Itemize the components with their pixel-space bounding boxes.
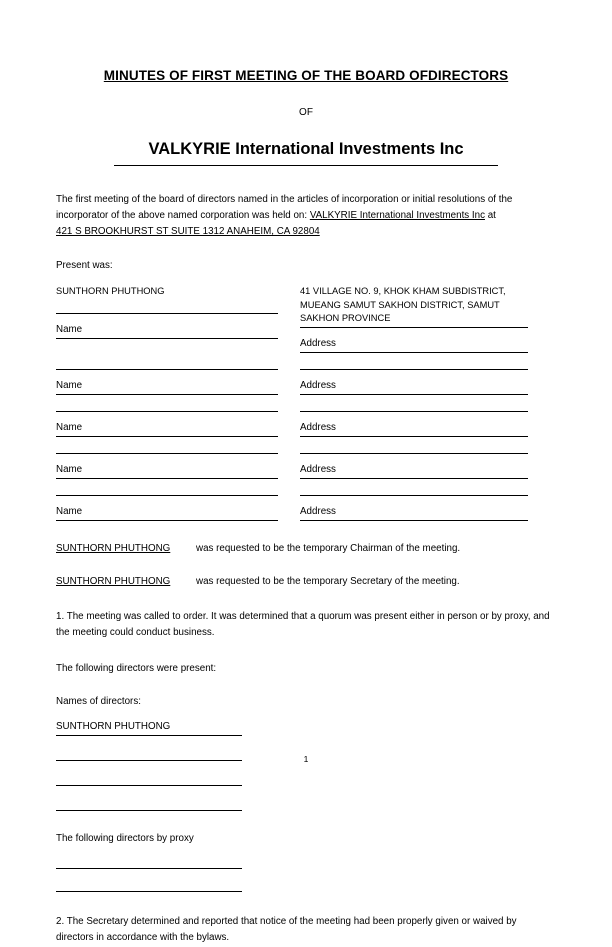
intro-text: The first meeting of the board of directors named in the articles of incorporation or initial resolutions of the incorporator of the above named corporation was held on: [56, 194, 513, 222]
attendee-address-label: Address [300, 412, 528, 437]
attendee-address-label: Address [300, 328, 528, 353]
attendee-name-value [56, 355, 278, 370]
item-1-paragraph: 1. The meeting was called to order. It was determined that a quorum was present either in person or by proxy, and the meeting could conduct business. [56, 610, 550, 639]
present-label: Present was: [56, 260, 113, 272]
attendee-address-value [300, 481, 528, 496]
attendee-name-label: Name [56, 314, 278, 339]
attendee-address-value [300, 355, 528, 370]
intro-address: 421 S BROOKHURST ST SUITE 1312 ANAHEIM, CA 92804 [56, 226, 320, 238]
list-item [56, 879, 242, 892]
table-row [56, 397, 556, 437]
intro-at-label: at [487, 210, 496, 222]
list-item: SUNTHORN PHUTHONG [56, 721, 242, 736]
intro-company-name: VALKYRIE International Investments Inc [309, 210, 485, 222]
attendee-address-value: 41 VILLAGE NO. 9, KHOK KHAM SUBDISTRICT, MUEANG SAMUT SAKHON DISTRICT, SAMUT SAKHON PROVINCE [300, 285, 528, 327]
attendee-name-label: Name [56, 412, 278, 437]
attendee-address-cell [300, 439, 528, 479]
secretary-name: SUNTHORN PHUTHONG [56, 575, 171, 587]
table-row [56, 439, 556, 479]
list-item [56, 856, 242, 869]
attendee-name-value: SUNTHORN PHUTHONG [56, 285, 278, 314]
table-row [56, 481, 556, 521]
attendee-table [56, 285, 556, 520]
intro-paragraph [56, 192, 556, 240]
page-title: MINUTES OF FIRST MEETING OF THE BOARD OFDIRECTORS [103, 68, 509, 83]
attendee-name-label: Name [56, 370, 278, 395]
attendee-address-value [300, 397, 528, 412]
proxy-label: The following directors by proxy [56, 833, 194, 845]
company-name-underline [114, 165, 498, 166]
attendee-name-value [56, 439, 278, 454]
of-label: OF [299, 107, 313, 118]
list-item [56, 796, 242, 811]
proxy-directors-list [56, 856, 242, 892]
table-row [56, 355, 556, 395]
secretary-line [56, 576, 556, 587]
attendee-name-value [56, 481, 278, 496]
attendee-name-cell [56, 355, 278, 395]
attendee-name-label: Name [56, 496, 278, 521]
attendee-name-cell [56, 481, 278, 521]
secretary-text: was requested to be the temporary Secretary of the meeting. [196, 575, 460, 587]
attendee-name-label: Name [56, 454, 278, 479]
attendee-name-cell [56, 397, 278, 437]
chairman-line [56, 543, 556, 554]
page-number: 1 [303, 754, 309, 764]
names-of-directors-label: Names of directors: [56, 696, 141, 708]
list-item [56, 771, 242, 786]
item-2-paragraph: 2. The Secretary determined and reported that notice of the meeting had been properly given or waived by directors in accordance with the bylaws. [56, 916, 517, 944]
attendee-address-cell [300, 481, 528, 521]
directors-present-label: The following directors were present: [56, 663, 217, 675]
attendee-name-value [56, 397, 278, 412]
attendee-address-label: Address [300, 496, 528, 521]
attendee-name-cell [56, 285, 278, 352]
attendee-address-label: Address [300, 370, 528, 395]
attendee-address-cell [300, 355, 528, 395]
directors-list [56, 721, 242, 811]
table-row [56, 285, 556, 352]
chairman-text: was requested to be the temporary Chairman of the meeting. [196, 542, 461, 554]
attendee-address-cell [300, 397, 528, 437]
company-name: VALKYRIE International Investments Inc [148, 140, 464, 158]
attendee-address-cell [300, 285, 528, 352]
attendee-name-cell [56, 439, 278, 479]
chairman-name: SUNTHORN PHUTHONG [56, 542, 171, 554]
attendee-address-label: Address [300, 454, 528, 479]
attendee-address-value [300, 439, 528, 454]
